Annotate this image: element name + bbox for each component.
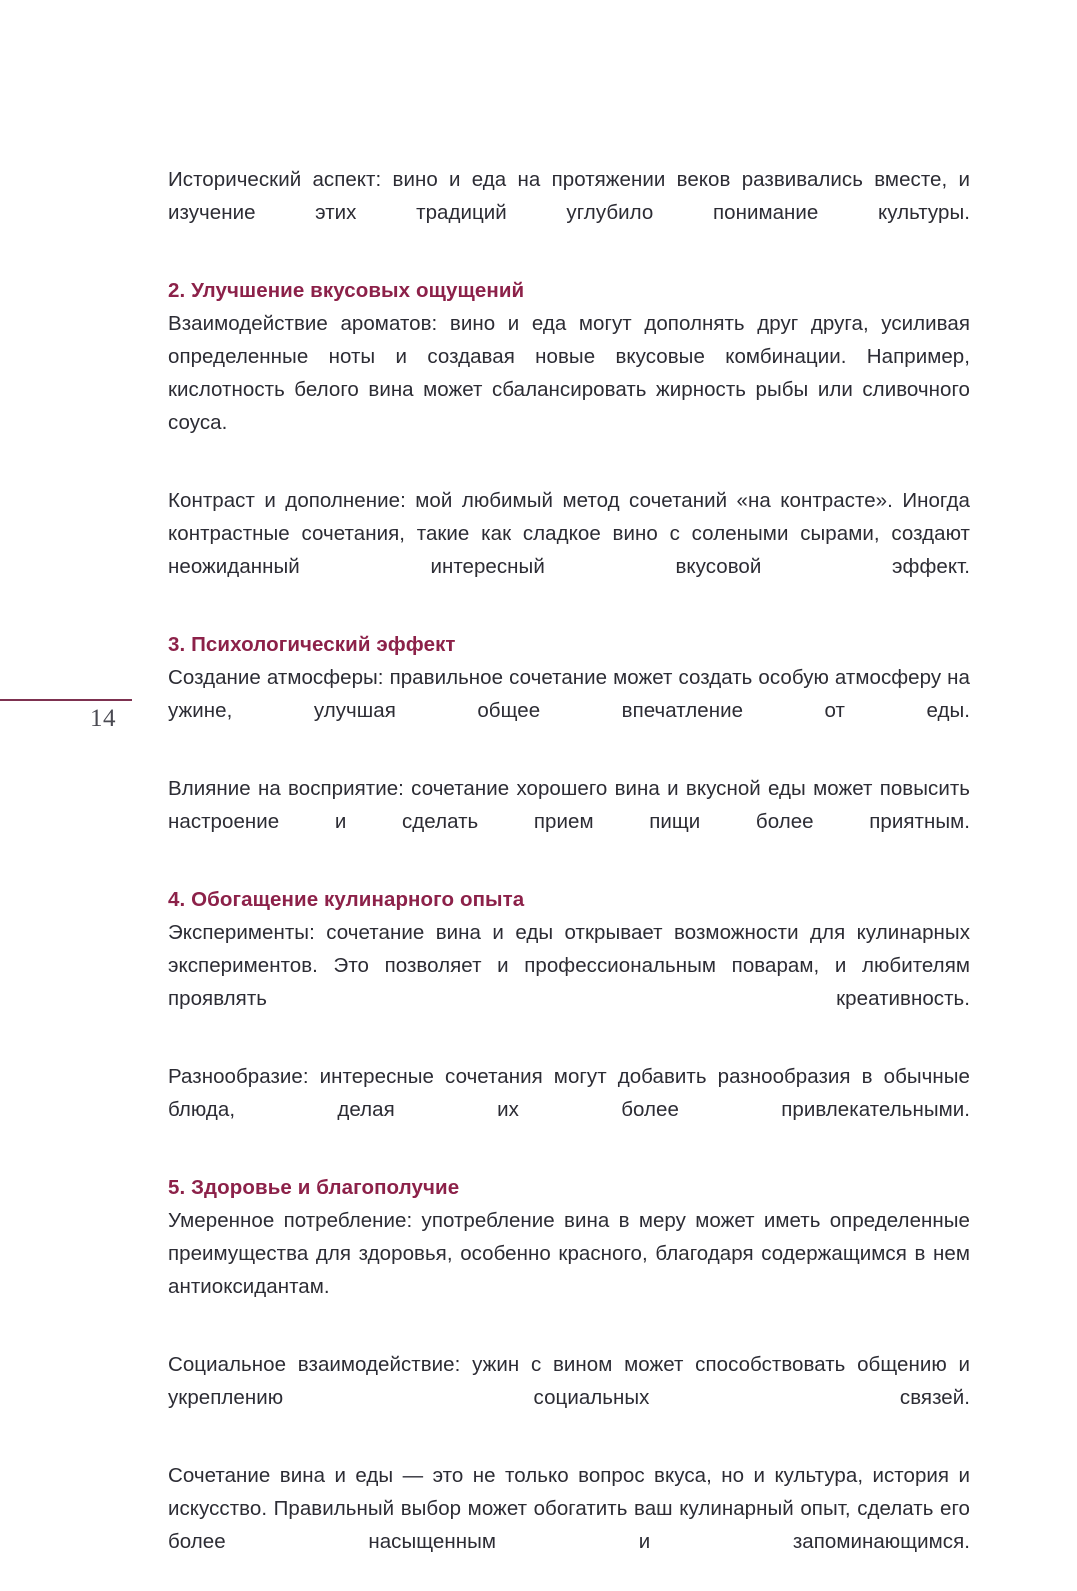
page-number: 14	[90, 705, 116, 732]
paragraph-spacer	[168, 472, 970, 484]
section-heading-2: 2. Улучшение вкусовых ощущений	[168, 279, 525, 302]
page-folio	[0, 699, 132, 733]
block-spacer	[168, 616, 970, 628]
paragraph-spacer	[168, 1048, 970, 1060]
body-text-column	[168, 163, 970, 1591]
section-3-paragraph-2: Влияние на восприятие: сочетание хорошего вина и вкусной еды может повысить настроение и сделать прием пищи более приятным.	[168, 777, 970, 833]
section-4-paragraph-1: Эксперименты: сочетание вина и еды открывает возможности для кулинарных экспериментов. Это позволяет и профессиональным поварам, и любителям проявлять креативность.	[168, 921, 970, 1010]
section-4-paragraph-2: Разнообразие: интересные сочетания могут добавить разнообразия в обычные блюда, делая их более привлекательными.	[168, 1065, 970, 1121]
paragraph-spacer	[168, 1447, 970, 1459]
section-2-paragraph-1: Взаимодействие ароматов: вино и еда могут дополнять друг друга, усиливая определенные ноты и создавая новые вкусовые комбинации. Например, кислотность белого вина может сбалансировать жирность рыбы или сливочного соуса.	[168, 312, 970, 434]
section-heading-5: 5. Здоровье и благополучие	[168, 1176, 460, 1199]
section-heading-3: 3. Психологический эффект	[168, 633, 456, 656]
section-5-paragraph-1: Умеренное потребление: употребление вина в меру может иметь определенные преимущества для здоровья, особенно красного, благодаря содержащимся в нем антиоксидантам.	[168, 1209, 970, 1298]
section-heading-4: 4. Обогащение кулинарного опыта	[168, 888, 525, 911]
folio-rule	[0, 699, 132, 701]
section-5-paragraph-2: Социальное взаимодействие: ужин с вином может способствовать общению и укреплению социальных связей.	[168, 1353, 970, 1409]
block-spacer	[168, 262, 970, 274]
section-3-paragraph-1: Создание атмосферы: правильное сочетание может создать особую атмосферу на ужине, улучшая общее впечатление от еды.	[168, 666, 970, 722]
intro-paragraph: Исторический аспект: вино и еда на протяжении веков развивались вместе, и изучение этих традиций углубило понимание культуры.	[168, 168, 970, 224]
paragraph-spacer	[168, 1336, 970, 1348]
paragraph-spacer	[168, 760, 970, 772]
section-2-paragraph-2: Контраст и дополнение: мой любимый метод сочетаний «на контрасте». Иногда контрастные сочетания, такие как сладкое вино с солеными сырами, создают неожиданный интересный вкусовой эффект.	[168, 489, 970, 578]
block-spacer	[168, 871, 970, 883]
closing-paragraph: Сочетание вина и еды — это не только вопрос вкуса, но и культура, история и искусство. Правильный выбор может обогатить ваш кулинарный опыт, сделать его более насыщенным и запоминающимся.	[168, 1464, 970, 1553]
block-spacer	[168, 1159, 970, 1171]
